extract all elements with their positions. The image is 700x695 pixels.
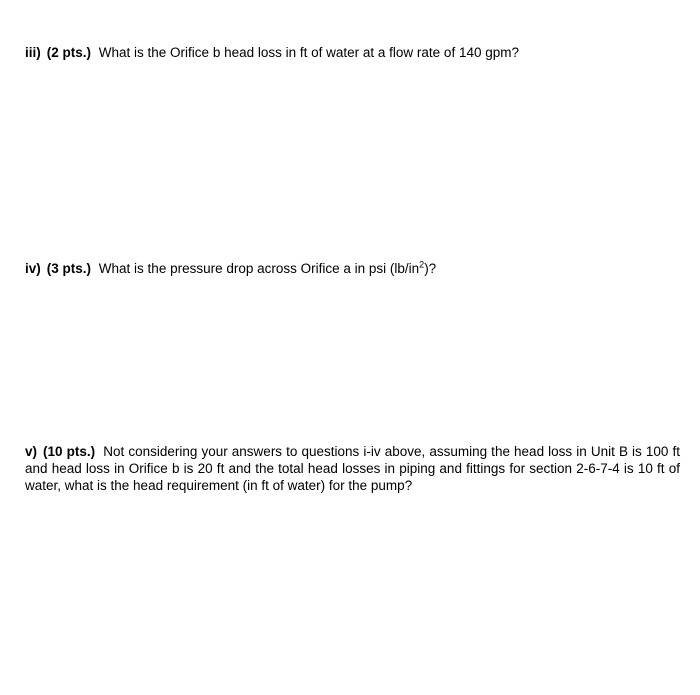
question-iv <box>25 260 680 277</box>
question-text: Not considering your answers to questions i-iv above, assuming the head loss in Unit B is 100 ft and head loss in Orifice b is 20 ft and the total head losses in piping and fittings for section 2-6-7-4 is 10 ft of water, what is the head requirement (in ft of water) for the pump? <box>25 444 680 493</box>
superscript: 2 <box>419 259 425 270</box>
question-points: (2 pts.) <box>46 45 92 60</box>
question-text-end: )? <box>424 261 437 276</box>
question-number: iii) <box>25 45 41 60</box>
question-text: What is the Orifice b head loss in ft of water at a flow rate of 140 gpm? <box>98 45 519 60</box>
question-iii <box>25 44 680 61</box>
question-points: (3 pts.) <box>46 261 92 276</box>
question-number: iv) <box>25 261 41 276</box>
question-number: v) <box>25 444 38 459</box>
question-text: What is the pressure drop across Orifice a in psi (lb/in <box>98 261 420 276</box>
question-points: (10 pts.) <box>43 444 96 459</box>
question-v <box>25 443 680 494</box>
